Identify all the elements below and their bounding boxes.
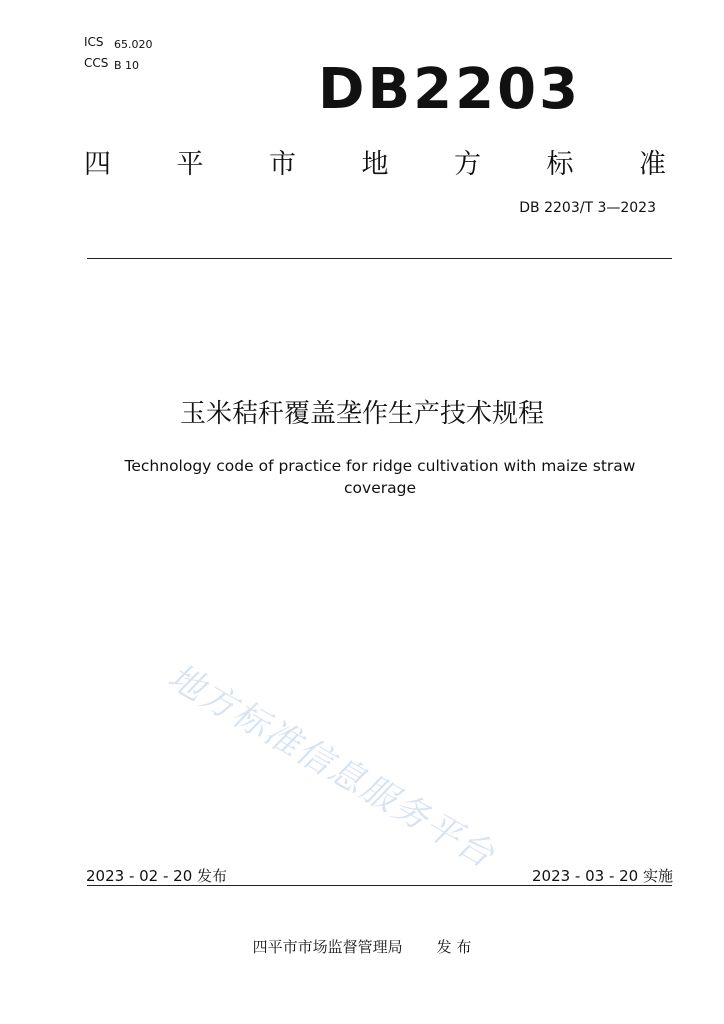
- title-english: Technology code of practice for ridge cultivation with maize straw coverage: [124, 457, 636, 497]
- issuer-char: 方: [454, 149, 481, 180]
- issuer-char: 平: [176, 149, 204, 180]
- standard-number: DB 2203/T 3—2023: [519, 200, 656, 216]
- issuer-title: [84, 142, 666, 181]
- watermark: 地方标准信息服务平台: [161, 656, 502, 877]
- issue-date: 2023 - 02 - 20 发布: [86, 867, 228, 885]
- ccs-value: B 10: [114, 59, 140, 72]
- publisher-line: [0, 936, 724, 957]
- title-chinese: 玉米秸秆覆盖垄作生产技术规程: [179, 399, 544, 429]
- db-logo: DB2203: [318, 57, 582, 122]
- implementation-date: 2023 - 03 - 20 实施: [531, 867, 673, 885]
- ccs-label: CCS: [84, 56, 109, 70]
- ics-value: 65.020: [114, 38, 153, 51]
- bottom-divider: [87, 885, 672, 886]
- top-divider: [87, 258, 672, 259]
- publisher-action: 发 布: [436, 938, 472, 956]
- issuer-char: 地: [361, 149, 389, 180]
- ics-label: ICS: [84, 35, 104, 49]
- publisher-org: 四平市市场监督管理局: [252, 938, 403, 956]
- issuer-char: 市: [269, 149, 296, 180]
- issuer-char: 准: [639, 149, 666, 180]
- issuer-char: 四: [84, 149, 111, 180]
- issuer-char: 标: [546, 149, 574, 180]
